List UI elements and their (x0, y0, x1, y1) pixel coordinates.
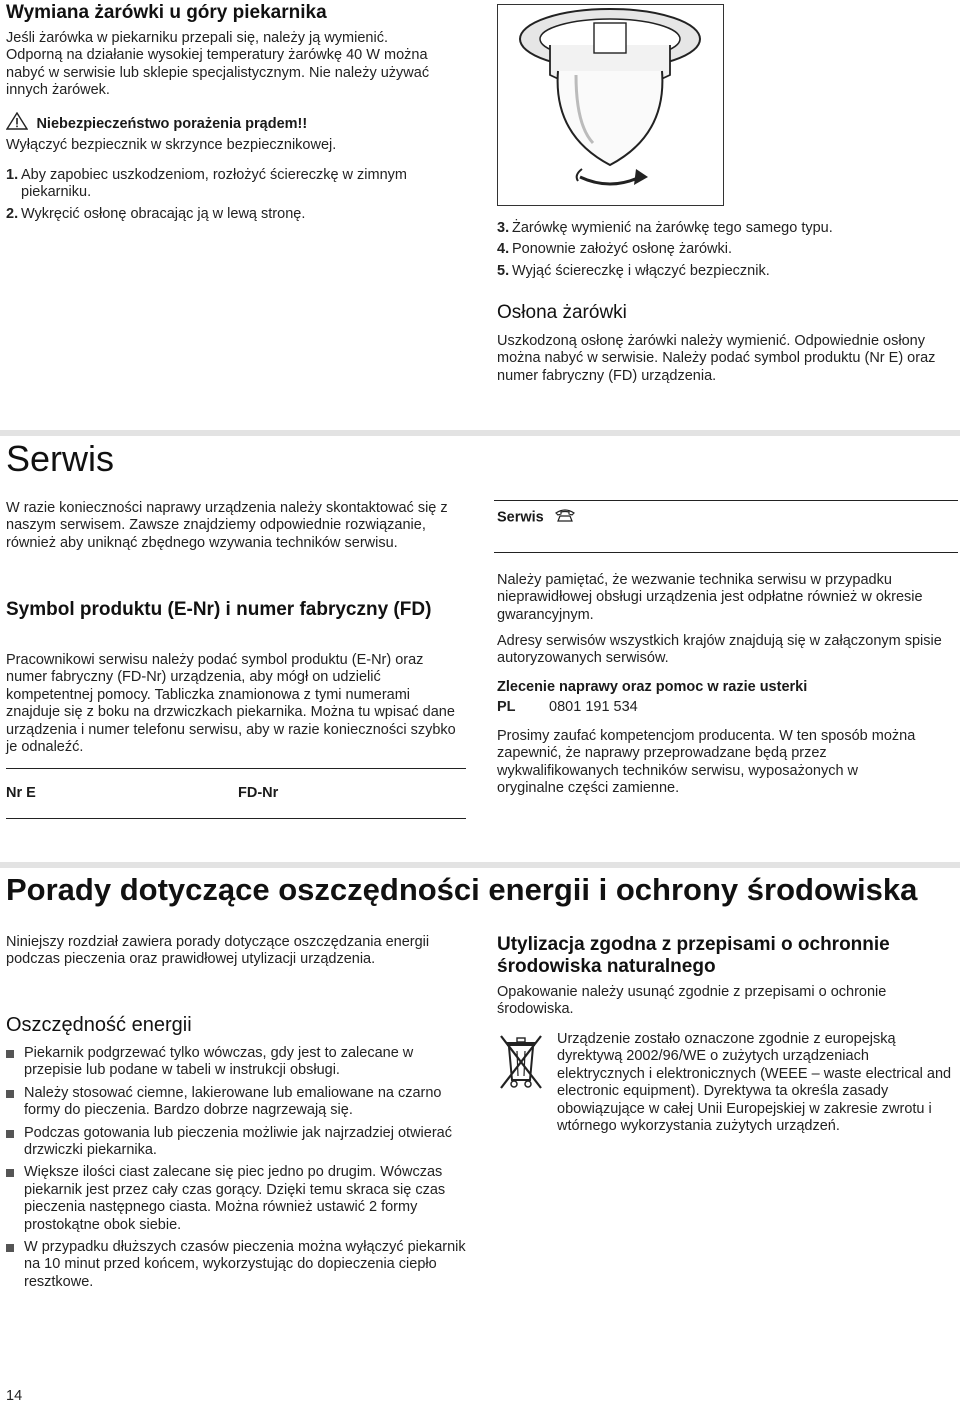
warning-title: Niebezpieczeństwo porażenia prądem!! (36, 115, 308, 132)
service-box-bottom-line (494, 552, 958, 553)
energy-title: Porady dotyczące oszczędności energii i ochrony środowiska (6, 872, 918, 907)
symbol-title: Symbol produktu (E-Nr) i numer fabryczny (FD) (6, 599, 432, 620)
step-item (497, 241, 937, 258)
repair-title: Zlecenie naprawy oraz pomoc w razie usterki (497, 679, 808, 695)
bullet-square-icon (6, 1050, 14, 1058)
warning-text: Wyłączyć bezpiecznik w skrzynce bezpiecznikowej. (6, 137, 337, 153)
step-text: Ponownie założyć osłonę żarówki. (512, 241, 733, 258)
service-box-header (497, 508, 576, 527)
step-text: Wyjąć ściereczkę i włączyć bezpiecznik. (512, 262, 770, 279)
step-text: Aby zapobiec uszkodzeniom, rozłożyć ściereczkę w zimnym piekarniku. (21, 167, 407, 201)
list-item-text: Piekarnik podgrzewać tylko wówczas, gdy jest to zalecane w przepisie lub podane w tabeli w instrukcji obsługi. (24, 1045, 414, 1079)
section-divider (0, 862, 960, 868)
page-number: 14 (6, 1388, 23, 1404)
field-top-line (6, 768, 466, 769)
step-item (497, 220, 937, 237)
step-item (6, 206, 466, 223)
bulb-intro: Jeśli żarówka w piekarniku przepali się, należy ją wymienić. Odporną na działanie wysokiej temperatury żarówkę 40 W można nabyć w serwisie lub sklepie specjalistycznym. Nie należy używać innych żarówek. (6, 30, 430, 99)
bullet-square-icon (6, 1130, 14, 1138)
list-item (6, 1164, 466, 1234)
bulb-cover-illustration (497, 4, 724, 206)
section-divider (0, 430, 960, 436)
step-number: 4. (497, 241, 510, 258)
weee-crossed-bin-icon (497, 1032, 545, 1092)
step-number: 2. (6, 205, 19, 222)
field-bottom-line (6, 818, 466, 819)
warning-triangle-icon (6, 112, 28, 135)
symbol-text: Pracownikowi serwisu należy podać symbol produktu (E-Nr) oraz numer fabryczny (FD-Nr) urządzenia, aby mógł on udzielić kompetentnej pomocy. Tabliczka znamionowa z tymi numerami znajduje się z boku na drzwiczkach piekarnika. Można tu wpisać dane urządzenia i numer telefonu serwisu, aby w razie konieczności szybko je odnaleźć. (6, 652, 456, 756)
service-title: Serwis (6, 438, 115, 479)
energy-intro: Niniejszy rozdział zawiera porady dotyczące oszczędzania energii podczas pieczenia oraz prawidłowej utylizacji urządzenia. (6, 934, 430, 968)
step-number: 5. (497, 262, 510, 279)
cover-section-title: Osłona żarówki (497, 302, 627, 323)
list-item-text: Większe ilości ciast zalecane się piec jedno po drugim. Wówczas piekarnik jest przez cały czas gorący. Dzięki temu skraca się czas pieczenia następnego ciasta. Można również ustawić 2 formy prostokątne obok siebie. (24, 1164, 446, 1233)
bulb-section-title: Wymiana żarówki u góry piekarnika (6, 2, 327, 23)
phone-row (497, 699, 797, 716)
warning-block (6, 112, 466, 135)
bullet-square-icon (6, 1244, 14, 1252)
phone-number: 0801 191 534 (549, 699, 638, 715)
steps-right (497, 220, 937, 284)
service-box-label: Serwis (497, 509, 544, 526)
field-fd-nr-label: FD-Nr (238, 785, 279, 801)
list-item (6, 1045, 466, 1080)
service-intro: W razie konieczności naprawy urządzenia należy skontaktować się z naszym serwisem. Zawsze znajdziemy odpowiednie rozwiązanie, również aby uniknąć zbędnego wzywania techników serwisu. (6, 500, 448, 551)
bullet-square-icon (6, 1169, 14, 1177)
service-right-p1: Należy pamiętać, że wezwanie technika serwisu w przypadku nieprawidłowej obsługi urządzenia jest odpłatne również w okresie gwarancyjnym. (497, 572, 923, 623)
weee-text: Urządzenie zostało oznaczone zgodnie z europejską dyrektywą 2002/96/WE o zużytych urządzeniach elektrycznych i elektronicznych (WEEE – waste electrical and electronic equipment). Dyrektywa ta określa zasady obowiązujące w całej Unii Europejskiej w zakresie zwrotu i wtórnego wykorzystania zużytych urządzeń. (557, 1031, 952, 1135)
step-item (6, 167, 466, 202)
list-item-text: W przypadku dłuższych czasów pieczenia można wyłączyć piekarnik na 10 minut przed końcem, wykorzystując do dopieczenia ciepło resztkowe. (24, 1239, 466, 1290)
country-code: PL (497, 699, 516, 715)
list-item-text: Podczas gotowania lub pieczenia możliwie jak najrzadziej otwierać drzwiczki piekarnika. (24, 1124, 452, 1159)
steps-left (6, 167, 466, 227)
bullet-square-icon (6, 1090, 14, 1098)
disposal-title: Utylizacja zgodna z przepisami o ochronnie środowiska naturalnego (497, 934, 890, 977)
service-right-p3: Prosimy zaufać kompetencjom producenta. W ten sposób można zapewnić, że naprawy przeprowadzane będą przez wykwalifikowanych techników serwisu, wyposażonych w oryginalne części zamienne. (497, 728, 916, 797)
service-box-top-line (494, 500, 958, 501)
disposal-text: Opakowanie należy usunąć zgodnie z przepisami o ochronie środowiska. (497, 984, 887, 1018)
list-item (6, 1125, 466, 1160)
step-item (497, 263, 937, 280)
telephone-icon (554, 508, 576, 527)
step-number: 1. (6, 167, 19, 183)
saving-title: Oszczędność energii (6, 1014, 192, 1036)
saving-list (6, 1045, 466, 1296)
cover-section-text: Uszkodzoną osłonę żarówki należy wymienić. Odpowiednie osłony można nabyć w serwisie. Należy podać symbol produktu (Nr E) oraz numer fabryczny (FD) urządzenia. (497, 333, 936, 384)
step-text: Żarówkę wymienić na żarówkę tego samego typu. (512, 220, 833, 236)
field-nr-e-label: Nr E (6, 785, 36, 801)
step-number: 3. (497, 220, 510, 236)
list-item-text: Należy stosować ciemne, lakierowane lub emaliowane na czarno formy do pieczenia. Bardzo dobrze nagrzewają się. (24, 1084, 442, 1119)
list-item (6, 1239, 466, 1291)
step-text: Wykręcić osłonę obracając ją w lewą stronę. (21, 205, 306, 222)
service-right-p2: Adresy serwisów wszystkich krajów znajdują się w załączonym spisie autoryzowanych serwisów. (497, 633, 942, 667)
list-item (6, 1085, 466, 1120)
